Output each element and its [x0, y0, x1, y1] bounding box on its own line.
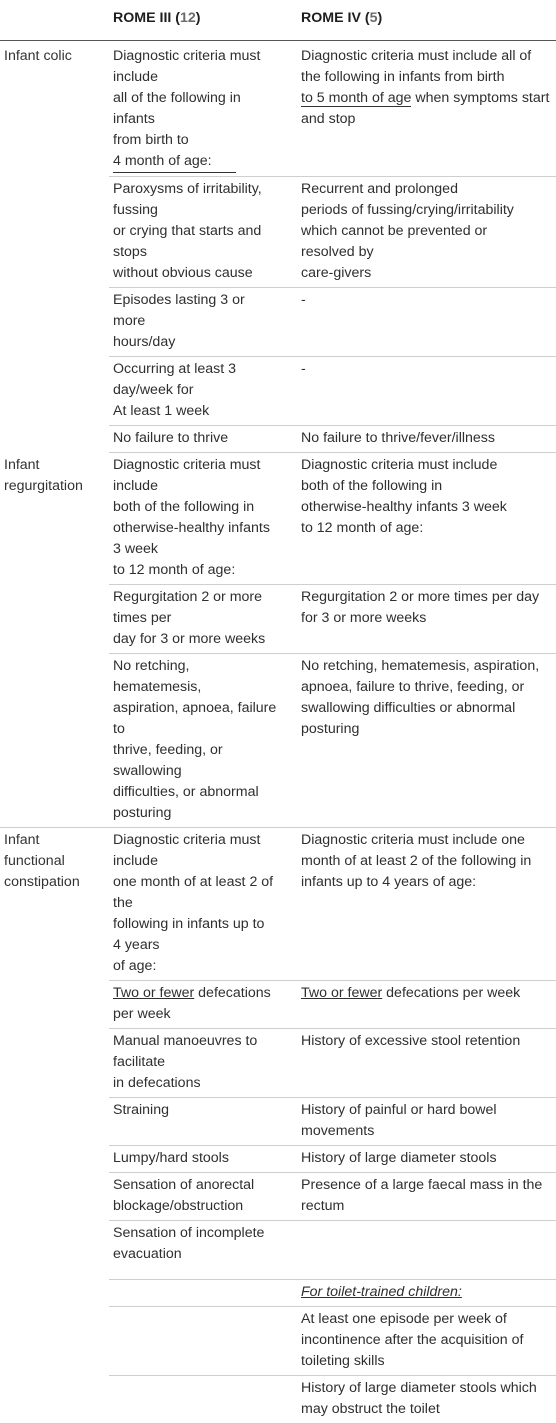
rome-iii-cell — [109, 1307, 297, 1376]
rome-iii-ref-link[interactable]: 12 — [180, 10, 196, 26]
rome-iv-cell: History of excessive stool retention — [297, 1029, 556, 1098]
rome-iv-cell: No retching, hematemesis, aspiration, apnoea, failure to thrive, feeding, or swallowing difficulties or abnormal posturing — [297, 654, 556, 828]
rome-iii-cell: No failure to thrive — [109, 426, 297, 453]
rome-iii-cell: Regurgitation 2 or more times per day for 3 or more weeks — [109, 585, 297, 654]
rome-iv-cell: Recurrent and prolonged periods of fussing/crying/irritability which cannot be prevented or resolved by care-givers — [297, 177, 556, 288]
table-row — [0, 453, 556, 585]
rome-iii-cell: Episodes lasting 3 or more hours/day — [109, 288, 297, 357]
rome-iv-cell: History of painful or hard bowel movements — [297, 1098, 556, 1146]
rome-iii-cell: Manual manoeuvres to facilitate in defecations — [109, 1029, 297, 1098]
rome-iv-cell: Regurgitation 2 or more times per day for 3 or more weeks — [297, 585, 556, 654]
rome-iv-cell: For toilet-trained children: — [297, 1280, 556, 1307]
header-rome-iii: ROME III (12) — [109, 0, 297, 41]
rome-iv-cell: History of large diameter stools — [297, 1146, 556, 1173]
rome-iii-cell — [109, 1280, 297, 1307]
rome-iv-cell: At least one episode per week of incontinence after the acquisition of toileting skills — [297, 1307, 556, 1376]
rome-iii-cell: Paroxysms of irritability, fussing or crying that starts and stops without obvious cause — [109, 177, 297, 288]
rome-iv-cell: Diagnostic criteria must include both of the following in otherwise-healthy infants 3 week to 12 month of age: — [297, 453, 556, 585]
rome-iv-cell: History of large diameter stools which may obstruct the toilet — [297, 1376, 556, 1424]
rome-iv-cell: Two or fewer defecations per week — [297, 981, 556, 1029]
rome-iv-cell: Diagnostic criteria must include one month of at least 2 of the following in infants up to 4 years of age: — [297, 828, 556, 981]
condition-infant-functional-constipation: Infant functional constipation — [0, 828, 109, 1424]
rome-iv-cell: No failure to thrive/fever/illness — [297, 426, 556, 453]
rome-iv-cell: - — [297, 288, 556, 357]
rome-iv-cell: - — [297, 357, 556, 426]
rome-iii-cell: Straining — [109, 1098, 297, 1146]
rome-iv-cell: Diagnostic criteria must include all of the following in infants from birth to 5 month of age when symptoms start and stop — [297, 41, 556, 177]
rome-iii-cell: Diagnostic criteria must include both of the following in otherwise-healthy infants 3 week to 12 month of age: — [109, 453, 297, 585]
header-condition — [0, 0, 109, 41]
rome-iii-cell: Lumpy/hard stools — [109, 1146, 297, 1173]
rome-iii-cell: No retching, hematemesis, aspiration, apnoea, failure to thrive, feeding, or swallowing difficulties, or abnormal posturing — [109, 654, 297, 828]
rome-iii-cell: Sensation of incomplete evacuation — [109, 1221, 297, 1280]
rome-iii-cell: Diagnostic criteria must include all of the following in infants from birth to 4 month of age: — [109, 41, 297, 177]
rome-iii-cell: Diagnostic criteria must include one month of at least 2 of the following in infants up to 4 years of age: — [109, 828, 297, 981]
rome-iv-cell — [297, 1221, 556, 1280]
rome-iv-ref-link[interactable]: 5 — [369, 10, 378, 26]
table-row — [0, 41, 556, 177]
rome-iii-cell: Two or fewer defecations per week — [109, 981, 297, 1029]
table-row — [0, 828, 556, 981]
rome-iv-cell: Presence of a large faecal mass in the rectum — [297, 1173, 556, 1221]
header-rome-iv: ROME IV (5) — [297, 0, 556, 41]
condition-infant-regurgitation: Infant regurgitation — [0, 453, 109, 828]
rome-iii-cell: Occurring at least 3 day/week for At least 1 week — [109, 357, 297, 426]
header-row — [0, 0, 556, 41]
condition-infant-colic: Infant colic — [4, 48, 72, 64]
rome-iii-cell — [109, 1376, 297, 1424]
rome-iii-cell: Sensation of anorectal blockage/obstruction — [109, 1173, 297, 1221]
